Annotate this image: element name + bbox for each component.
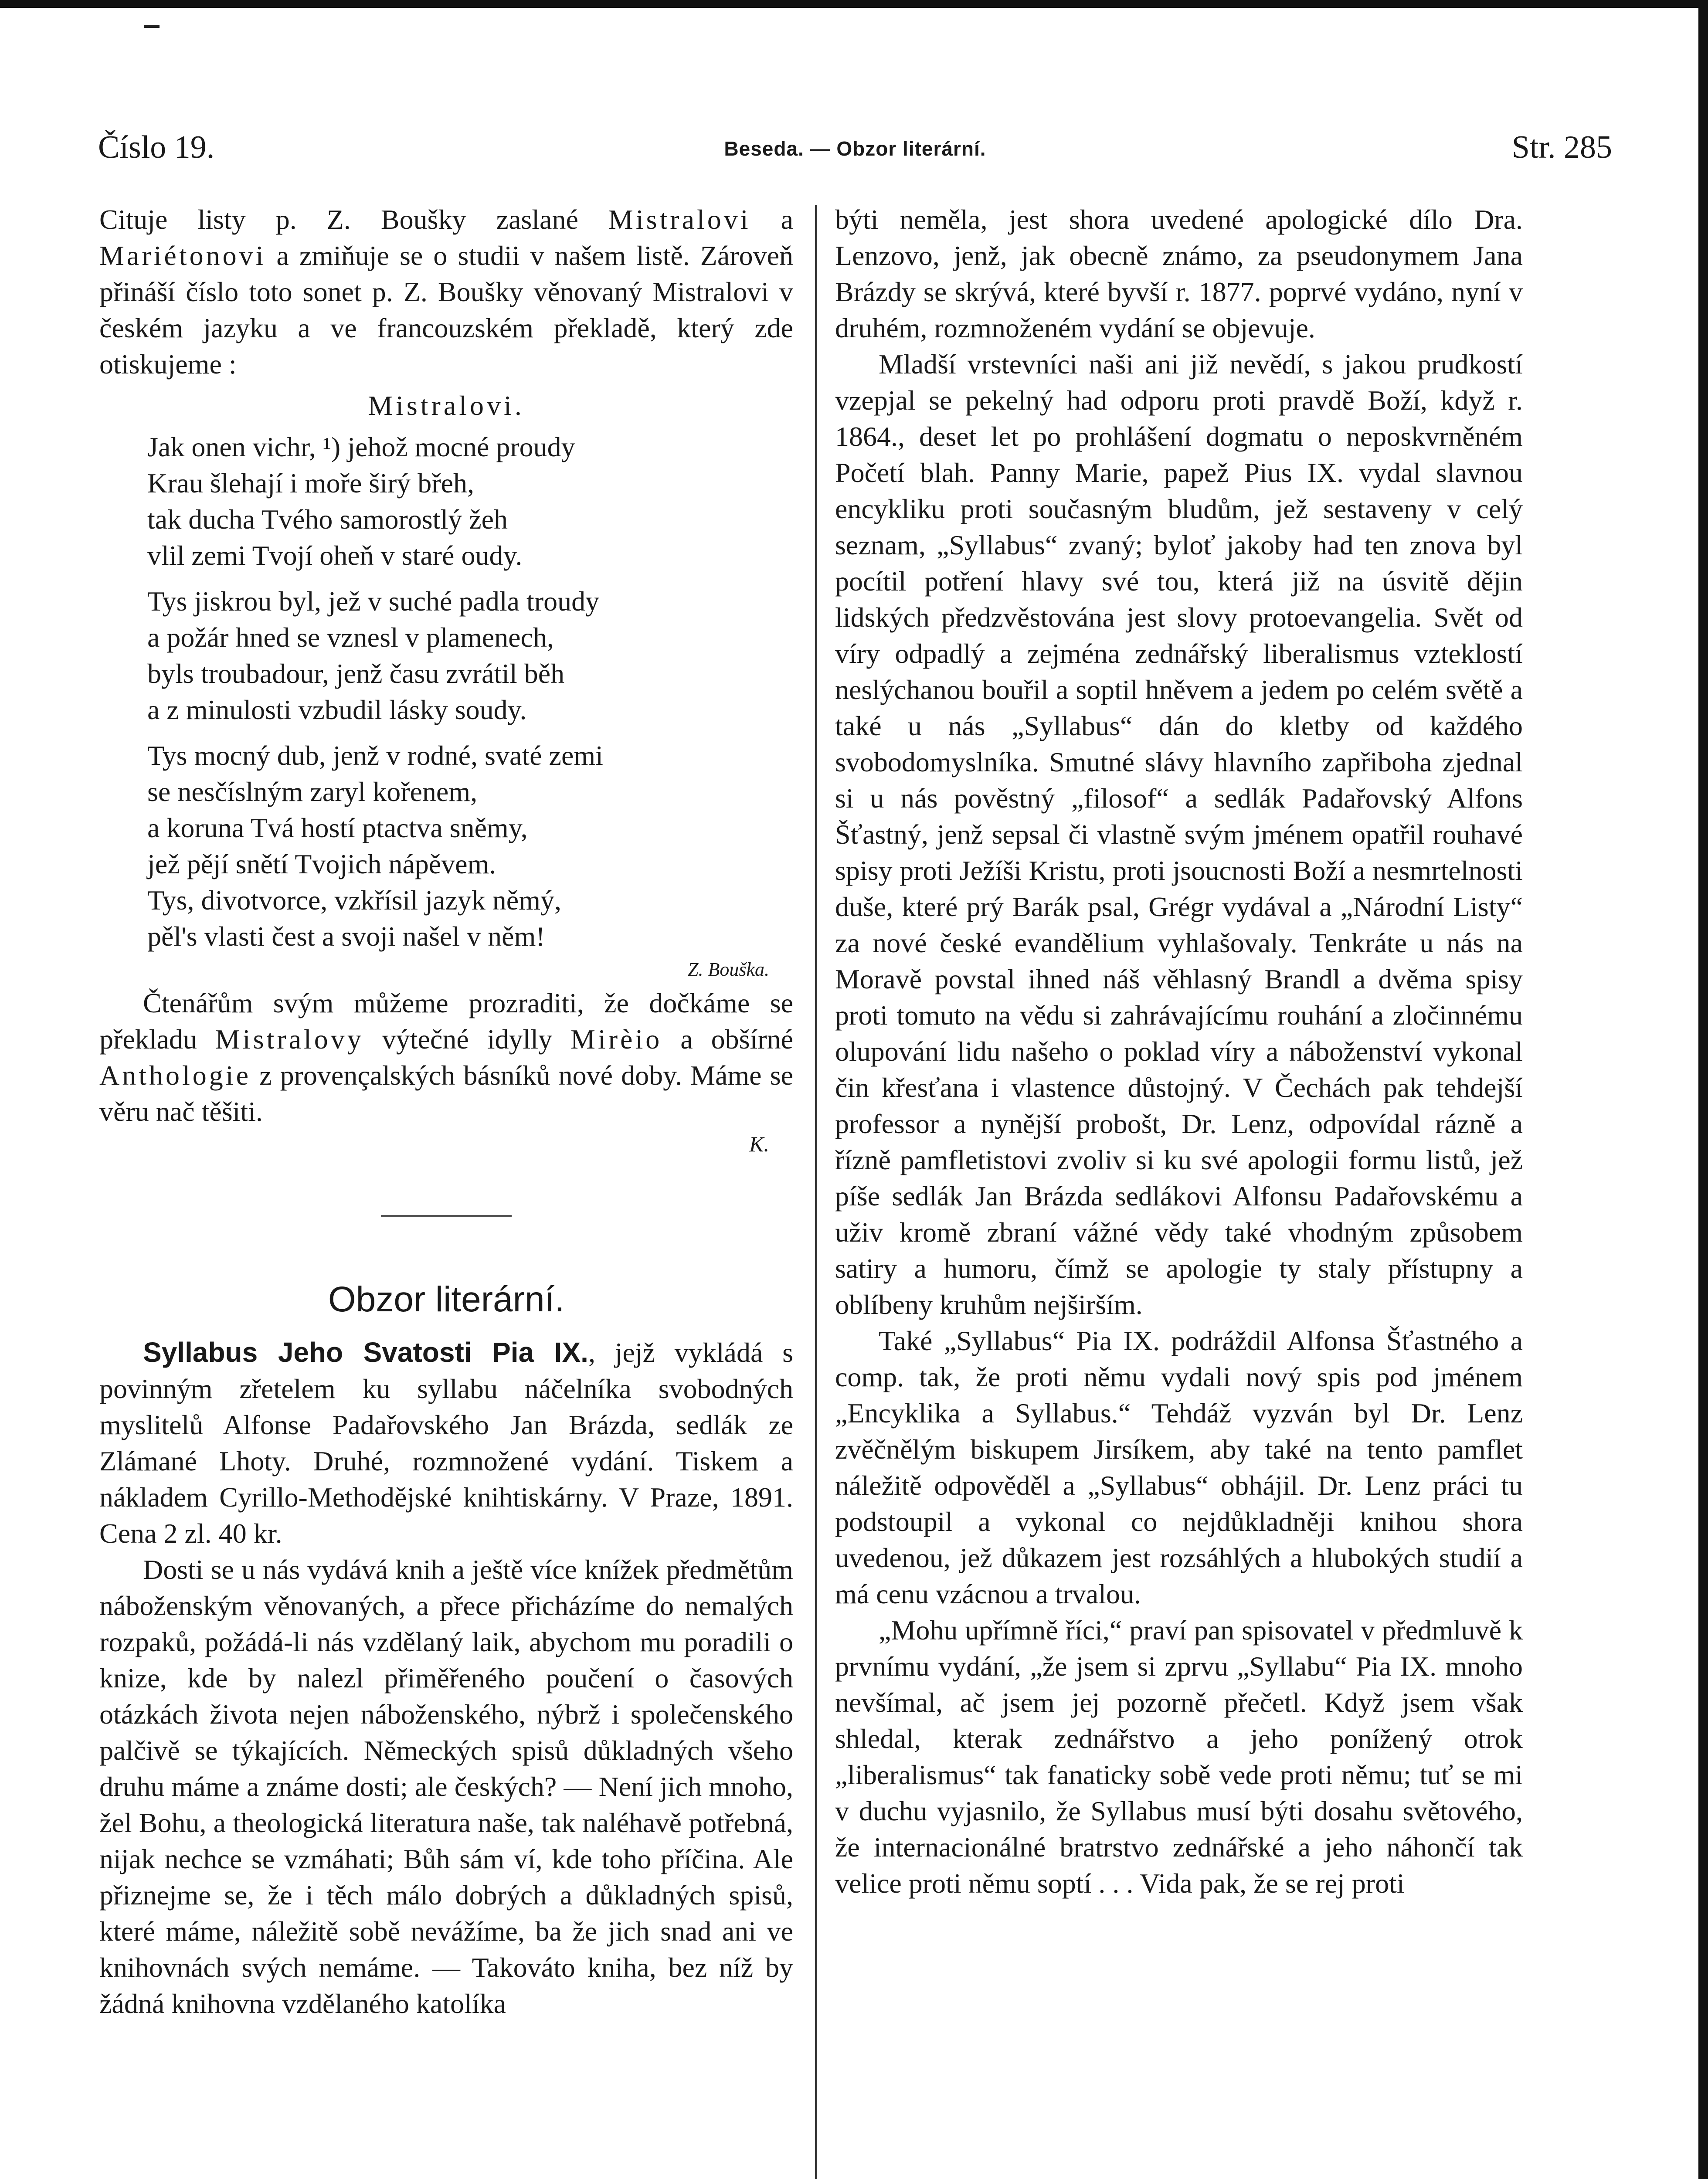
stanza-2	[147, 583, 793, 728]
scan-right-edge	[1698, 0, 1708, 2179]
poem-line: Jak onen vichr, ¹) jehož mocné proudy	[147, 431, 575, 462]
poem-title: Mistralovi.	[368, 390, 525, 421]
section-title: Obzor literární.	[328, 1280, 565, 1319]
syllabus-paragraph: Také „Syllabus“ Pia IX. podráždil Alfonsa Šťastného a comp. tak, že proti němu vydali nový spis pod jménem „Encyklika a Syllabus.“ Tehdáž vyzván byl Dr. Lenz zvěčnělým biskupem Jirsíkem, aby také na tento pamflet náležitě odpověděl a „Syllabus“ obhájil. Dr. Lenz práci tu podstoupil a vykonal co nejdůkladněji knihou shora uvedenou, jež důkazem jest rozsáhlých a hlubokých studií a má cenu vzácnou a trvalou.	[835, 1325, 1523, 1609]
page-number: Str. 285	[1511, 129, 1612, 165]
review-paragraph: Dosti se u nás vydává knih a ještě více knížek předmětům náboženským věnovaných, a přece přicházíme do nemalých rozpaků, požádá-li nás vzdělaný laik, abychom mu poradili o knize, kde by nalezl přiměřeného poučení o časových otázkách života nejen náboženského, nýbrž i společenského palčivě se týkajících. Německých spisů důkladných všeho druhu máme a známe dosti; ale českých? — Není jich mnoho, žel Bohu, a theologická literatura naše, tak naléhavě potřebná, nijak nechce se vzmáhati; Bůh sám ví, kde toho příčina. Ale přiznejme se, že i těch málo dobrých a důkladných spisů, které máme, náležitě sobě nevážíme, ba že jich snad ani ve knihovnách svých nemáme. — Takováto kniha, bez níž by žádná knihovna vzdělaného katolíka	[99, 1554, 793, 2019]
poem-line: Tys mocný dub, jenž v rodné, svaté zemi	[147, 740, 603, 771]
poem-line: byls troubadour, jenž času zvrátil běh	[147, 658, 565, 689]
history-paragraph: Mladší vrstevníci naši ani již nevědí, s jakou prudkostí vzepjal se pekelný had odporu proti pravdě Boží, když r. 1864., deset let po prohlášení dogmatu o neposkvrněném Početí blah. Panny Marie, papež Pius IX. vydal slavnou encykliku proti současným bludům, jež sestaveny v celý seznam, „Syllabus“ zvaný; byloť jakoby had ten znova byl pocítil potření hlavy své tou, která již na úsvitě dějin lidských předzvěstována jest slovy protoevangelia. Svět od víry odpadlý a zejména zednářský liberalismus vzteklostí neslýchanou bouřil a soptil hněvem a jedem po celém světě a také u nás „Syllabus“ dán do kletby od každého svobodomyslníka. Smutné slávy hlavního zapřiboha zjednal si u nás pověstný „filosof“ a sedlák Padařovský Alfons Šťastný, jenž sepsal či vlastně svým jménem opatřil rouhavé spisy proti Ježíši Kristu, proti jsoucnosti Boží a nesmrtelnosti duše, které prý Barák psal, Grégr vydával a „Národní Listy“ za nové české evandělium vyhlašovaly. Tenkráte u nás na Moravě povstal ihned náš věhlasný Brandl a dvěma spisy proti tomuto na vědu si zahrávajícímu rouhání a zločinnému olupování lidu našeho o poklad víry a náboženství vykonal čin křesťana i vlastence důstojný. V Čechách pak tehdejší professor a nynější probošt, Dr. Lenz, odpovídal rázně a řízně pamfletistovi zvoliv si ku své apologii formu listů, jež píše sedlák Jan Brázda sedlákovi Alfonsu Padařovskému a uživ kromě zbraní vážné vědy také vhodným způsobem satiry a humoru, čímž se apologie ty staly přístupny a oblíbeny kruhům nejširším.	[835, 349, 1523, 1320]
poem-signature: Z. Bouška.	[688, 959, 769, 980]
author-signature: K.	[749, 1132, 769, 1156]
book-title: Syllabus Jeho Svatosti Pia IX.	[143, 1337, 588, 1368]
scan-top-edge	[0, 0, 1708, 8]
running-title: Beseda. — Obzor literární.	[724, 137, 986, 160]
poem-line: Krau šlehají i moře širý břeh,	[147, 468, 474, 499]
page-header	[98, 129, 1612, 177]
translation-paragraph: Čtenářům svým můžeme prozraditi, že dočkáme se překladu Mistralovy výtečné idylly Mirèio a obšírné Anthologie z provençalských básníků nové doby. Máme se věru nač těšiti.	[99, 988, 794, 1127]
poem-line: vlil zemi Tvojí oheň v staré oudy.	[147, 540, 523, 571]
intro-paragraph: Cituje listy p. Z. Boušky zaslané Mistralovi a Mariétonovi a zmiňuje se o studii v našem listě. Zároveň přináší číslo toto sonet p. Z. Boušky věnovaný Mistralovi v českém jazyku a ve francouzském překladě, který zde otiskujeme :	[99, 204, 794, 380]
poem-line: Tys jiskrou byl, jež v suché padla troudy	[147, 586, 600, 617]
poem-line: a koruna Tvá hostí ptactva sněmy,	[147, 812, 528, 843]
column-divider	[815, 205, 817, 2179]
poem-line: jež pějí snětí Tvojich nápěvem.	[147, 849, 496, 879]
poem-line: tak ducha Tvého samorostlý žeh	[147, 504, 508, 535]
poem-line: Tys, divotvorce, vzkřísil jazyk němý,	[147, 885, 561, 916]
preface-quote-paragraph: „Mohu upřímně říci,“ praví pan spisovatel v předmluvě k prvnímu vydání, „že jsem si zprvu „Syllabu“ Pia IX. mnoho nevšímal, ač jsem jej pozorně přečetl. Když jsem však shledal, kterak zednářstvo a jeho ponížený otrok „liberalismus“ tak fanaticky sobě vede proti němu; tuť se mi v duchu vyjasnilo, že Syllabus musí býti dosahu světového, že internacionálné bratrstvo zednářské a jeho náhončí tak velice proti němu soptí . . . Vida pak, že se rej proti	[835, 1615, 1523, 1899]
poem-line: a z minulosti vzbudil lásky soudy.	[147, 694, 527, 725]
left-column	[99, 201, 793, 2022]
poem-line: se nesčíslným zaryl kořenem,	[147, 776, 478, 807]
poem-line: pěl's vlasti čest a svoji našel v něm!	[147, 921, 545, 952]
stanza-3	[147, 737, 793, 954]
section-divider	[381, 1215, 512, 1217]
sonnet	[147, 429, 793, 954]
stanza-1	[147, 429, 793, 574]
book-entry-paragraph: Syllabus Jeho Svatosti Pia IX., jejž vykládá s povinným zřetelem ku syllabu náčelníka svobodných myslitelů Alfonse Padařovského Jan Brázda, sedlák ze Zlámané Lhoty. Druhé, rozmnožené vydání. Tiskem a nákladem Cyrillo-Methodějské knihtiskárny. V Praze, 1891. Cena 2 zl. 40 kr.	[99, 1337, 794, 1549]
continued-paragraph: býti neměla, jest shora uvedené apologické dílo Dra. Lenzovo, jenž, jak obecně známo, za pseudonymem Jana Brázdy se skrývá, které byvší r. 1877. poprvé vydáno, nyní v druhém, rozmnoženém vydání se objevuje.	[835, 204, 1523, 343]
scan-mark	[144, 25, 160, 28]
issue-number: Číslo 19.	[98, 129, 215, 165]
right-column	[835, 201, 1523, 1901]
poem-line: a požár hned se vznesl v plamenech,	[147, 622, 554, 653]
